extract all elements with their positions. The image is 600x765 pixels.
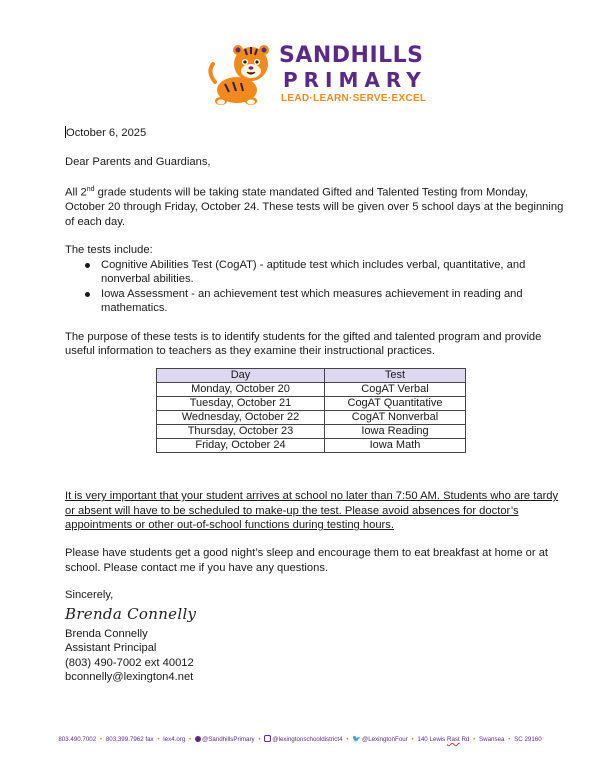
day-cell: Tuesday, October 21 <box>157 397 325 411</box>
signer-phone: (803) 490-7002 ext 40012 <box>65 656 194 669</box>
school-logo <box>207 42 427 108</box>
facebook-icon <box>195 736 201 742</box>
handwritten-signature: Brenda Connelly <box>65 604 197 623</box>
school-name-line2: PRIMARY <box>283 68 427 92</box>
footer-state-zip: SC 29160 <box>514 736 542 743</box>
tests-list <box>65 258 565 316</box>
table-row <box>157 425 466 439</box>
footer-phone: 803.490.7002 <box>58 736 97 743</box>
footer-website: lex4.org <box>163 736 186 743</box>
testing-schedule-table <box>156 368 466 453</box>
school-name-line1: SANDHILLS <box>279 43 424 68</box>
tagline-word: SERVE <box>352 93 388 104</box>
tagline-word: LEAD <box>281 93 310 104</box>
closing-paragraph: Please have students get a good night’s sleep and encourage them to eat breakfast at home or at school. Please contact me if you have any questions. <box>65 547 549 574</box>
footer-facebook: @SandhillsPrimary <box>201 736 255 743</box>
twitter-icon: 🐦 <box>352 736 361 743</box>
footer-address: 140 Lewis Rast Rd <box>417 736 470 743</box>
letter-intro: All 2nd grade students will be taking state mandated Gifted and Talented Testing from Monday, October 20 through Friday, October 24. These tests will be given over 5 school days at the beginning of each day. <box>65 186 564 228</box>
list-item: Cognitive Abilities Test (CogAT) - aptitude test which includes verbal, quantitative, and nonverbal abilities. <box>101 258 565 287</box>
tagline-word: LEARN <box>313 93 350 104</box>
test-cell: CogAT Nonverbal <box>325 411 466 425</box>
footer-twitter: @LexingtonFour <box>361 736 408 743</box>
footer-instagram: @lexingtonschooldistrict4 <box>272 736 343 743</box>
letter-greeting: Dear Parents and Guardians, <box>65 155 211 168</box>
signer-email: bconnelly@lexington4.net <box>65 671 194 683</box>
letter-date: October 6, 2025 <box>66 127 147 139</box>
day-cell: Friday, October 24 <box>157 439 325 453</box>
table-row <box>157 439 466 453</box>
arrival-notice: It is very important that your student arrives at school no later than 7:50 AM. Students who are tardy or absent will have to be scheduled to make-up the test. Please avoid absences for doctor’s appointments or other out-of-school functions during testing hours. <box>65 490 559 531</box>
day-cell: Monday, October 20 <box>157 383 325 397</box>
letter-body <box>65 126 565 359</box>
table-row <box>157 383 466 397</box>
letter-purpose: The purpose of these tests is to identify students for the gifted and talented program and provide useful information to teachers as they examine their instructional practices. <box>65 330 542 358</box>
letterhead-footer: 803.490.7002 • 803.399.7962 fax • lex4.org • @SandhillsPrimary • @lexingtonschooldistrict4 • 🐦@LexingtonFour • 140 Lewis Rast Rd • Swansea • SC 29160 <box>58 736 542 743</box>
table-row <box>157 411 466 425</box>
signer-title: Assistant Principal <box>65 642 157 654</box>
column-header-test: Test <box>325 369 466 383</box>
instagram-icon <box>264 735 271 742</box>
day-cell: Wednesday, October 22 <box>157 411 325 425</box>
signer-name: Brenda Connelly <box>65 627 148 640</box>
column-header-day: Day <box>157 369 325 383</box>
test-cell: Iowa Reading <box>325 425 466 439</box>
test-cell: Iowa Math <box>325 439 466 453</box>
footer-city: Swansea <box>479 736 505 743</box>
signature-block <box>65 588 196 685</box>
day-cell: Thursday, October 23 <box>157 425 325 439</box>
table-row <box>157 397 466 411</box>
test-cell: CogAT Verbal <box>325 383 466 397</box>
sincerely-text: Sincerely, <box>65 589 114 601</box>
school-tagline: LEAD·LEARN·SERVE·EXCEL <box>281 93 427 104</box>
tiger-mascot-icon <box>207 42 275 108</box>
tests-intro: The tests include: <box>65 244 153 257</box>
footer-fax: 803.399.7962 fax <box>105 736 154 743</box>
list-item: Iowa Assessment - an achievement test which measures achievement in reading and mathematics. <box>101 287 565 316</box>
test-cell: CogAT Quantitative <box>325 397 466 411</box>
tagline-word: EXCEL <box>391 93 427 104</box>
table-header-row <box>157 369 466 383</box>
